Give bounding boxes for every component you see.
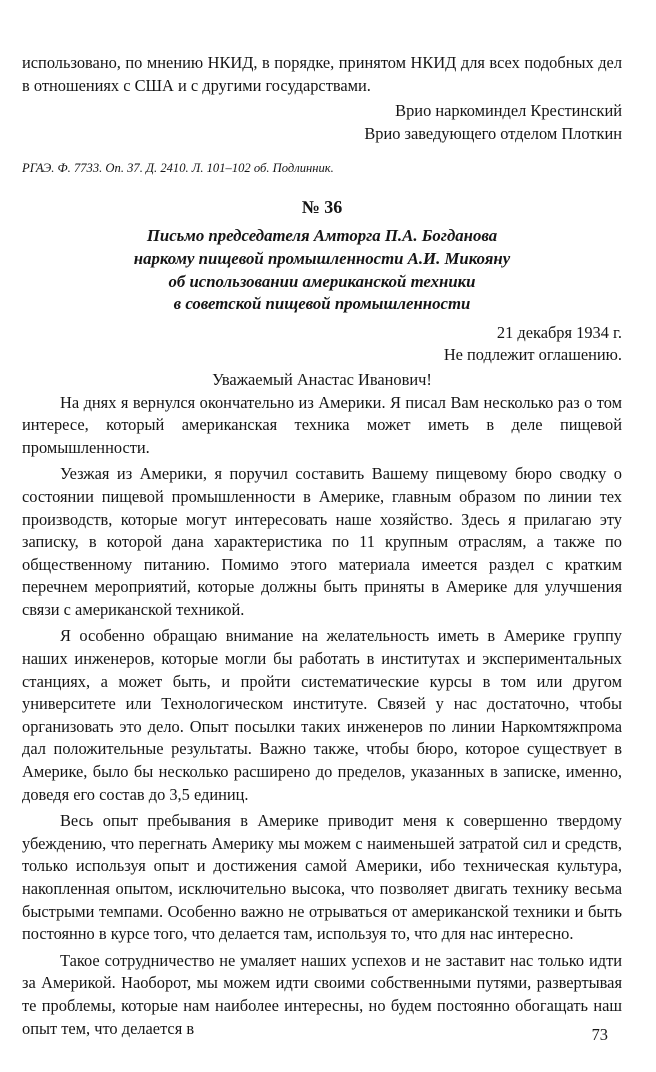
signature-line-acting-department-head: Врио заведующего отделом Плоткин — [364, 123, 622, 143]
previous-document-closing-paragraph: использовано, по мнению НКИД, в порядке, принятом НКИД для всех подобных дел в отношениях с США и с другими государствами. — [22, 53, 622, 95]
archival-source-note: РГАЭ. Ф. 7733. Оп. 37. Д. 2410. Л. 101–102 об. Подлинник. — [22, 161, 334, 176]
document-title-line: об использовании американской техники — [168, 271, 476, 291]
document-title-line: наркому пищевой промышленности А.И. Микояну — [133, 248, 511, 268]
document-page — [22, 52, 622, 1040]
document-title-line: в советской пищевой промышленности — [173, 294, 471, 314]
restriction-note: Не подлежит оглашению. — [443, 345, 622, 365]
document-title-line: Письмо председателя Амторга П.А. Богданова — [146, 226, 498, 246]
body-paragraph: Уезжая из Америки, я поручил составить Вашему пищевому бюро сводку о состоянии пищевой промышленности в Америке, главным образом по линии тех производств, которые могут интересовать наше хозяйство. Здесь я прилагаю эту записку, в которой дана характеристика по 11 крупным отраслям, а также по общественному питанию. Помимо этого материала имеется раздел с кратким перечнем мероприятий, которые должны быть приняты в Америке для улучшения связи с американской техникой. — [22, 464, 622, 619]
salutation: Уважаемый Анастас Иванович! — [212, 369, 432, 389]
body-paragraph: Весь опыт пребывания в Америке приводит меня к совершенно твердому убеждению, что перегнать Америку мы можем с наименьшей затратой сил и средств, только используя опыт и достижения самой Америки, ибо техническая культура, накопленная опытом, исключительно высока, что позволяет двигать технику весьма быстрыми темпами. Особенно важно не отрываться от американской техники и быть постоянно в курсе того, что делается там, используя то, что для нас интересно. — [22, 811, 622, 944]
body-paragraph: Такое сотрудничество не умаляет наших успехов и не заставит нас только идти за Америкой. Наоборот, мы можем идти своими собственными путями, развертывая те проблемы, которые нам наиболее интересны, но будем постоянно обогащать наш опыт тем, что делается в — [22, 950, 622, 1038]
body-paragraph: На днях я вернулся окончательно из Америки. Я писал Вам несколько раз о том интересе, который американская техника может иметь в деле пищевой промышленности. — [22, 392, 622, 457]
page-number: 73 — [591, 1025, 608, 1044]
signature-line-acting-commissar: Врио наркоминдел Крестинский — [395, 101, 622, 121]
letter-date: 21 декабря 1934 г. — [496, 322, 622, 342]
document-number: № 36 — [301, 197, 343, 218]
document-title — [22, 225, 622, 315]
body-paragraph: Я особенно обращаю внимание на желательность иметь в Америке группу наших инженеров, которые могли бы работать в институтах и экспериментальных станциях, а может быть, и пройти систематические курсы в том или другом университете или Технологическом институте. Связей у нас достаточно, чтобы организовать это дело. Опыт посылки таких инженеров по линии Наркомтяжпрома дал положительные результаты. Важно также, чтобы бюро, которое существует в Америке, было бы несколько расширено до пределов, указанных в записке, именно, доведя его состав до 3,5 единиц. — [22, 626, 622, 804]
